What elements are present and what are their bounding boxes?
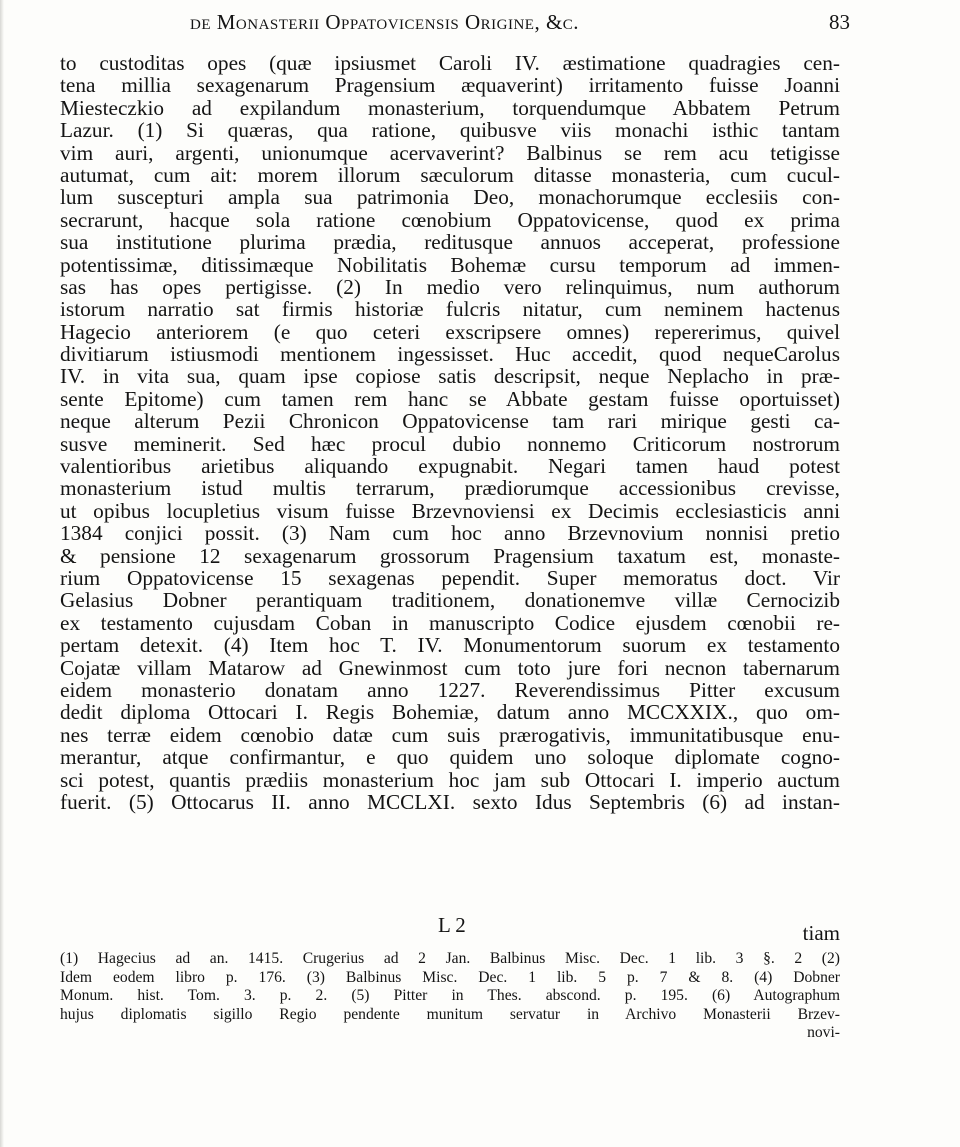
text-line: & pensione 12 sexagenarum grossorum Pragensium taxatum est, monaste- bbox=[60, 543, 840, 568]
text-line: fuerit. (5) Ottocarus II. anno MCCLXI. sexto Idus Septembris (6) ad instan- bbox=[60, 789, 840, 814]
text-line: susve meminerit. Sed hæc procul dubio nonnemo Criticorum nostrorum bbox=[60, 431, 840, 456]
text-line: secrarunt, hacque sola ratione cœnobium Oppatovicense, quod ex prima bbox=[60, 207, 840, 232]
text-line: eidem monasterio donatam anno 1227. Reverendissimus Pitter excusum bbox=[60, 677, 840, 702]
text-line: divitiarum istiusmodi mentionem ingessisset. Huc accedit, quod nequeCarolus bbox=[60, 342, 840, 367]
footnotes bbox=[60, 950, 840, 1043]
signature-mark: L 2 bbox=[438, 913, 466, 937]
text-line: ut opibus locupletius visum fuisse Brzevnoviensi ex Decimis ecclesiasticis anni bbox=[60, 498, 840, 523]
running-title: de Monasterii Oppatovicensis Origine, &c. bbox=[190, 10, 580, 34]
text-line: nes terræ eidem cœnobio datæ cum suis prærogativis, immunitatibusque enu- bbox=[60, 722, 840, 747]
catchword: tiam bbox=[802, 921, 840, 945]
text-line: sci potest, quantis prædiis monasterium hoc jam sub Ottocari I. imperio auctum bbox=[60, 767, 840, 792]
page-number: 83 bbox=[829, 10, 850, 34]
text-line: valentioribus arietibus aliquando expugnabit. Negari tamen haud potest bbox=[60, 454, 840, 479]
text-line: merantur, atque confirmantur, e quo quidem uno soloque diplomate cogno- bbox=[60, 745, 840, 770]
footnote-line: hujus diplomatis sigillo Regio pendente munitum servatur in Archivo Monasterii Brzev- bbox=[60, 1005, 840, 1023]
text-line: lum suscepturi ampla sua patrimonia Deo, monachorumque ecclesiis con- bbox=[60, 185, 840, 210]
text-line: IV. in vita sua, quam ipse copiose satis descripsit, neque Neplacho in præ- bbox=[60, 364, 840, 389]
body-text bbox=[60, 52, 840, 813]
footnote-line: (1) Hagecius ad an. 1415. Crugerius ad 2 Jan. Balbinus Misc. Dec. 1 lib. 3 §. 2 (2) bbox=[60, 950, 840, 967]
footnote-line: Monum. hist. Tom. 3. p. 2. (5) Pitter in Thes. abscond. p. 195. (6) Autographum bbox=[60, 987, 840, 1004]
text-line: sas has opes pertigisse. (2) In medio vero relinquimus, num authorum bbox=[60, 274, 840, 299]
footnote-line: Idem eodem libro p. 176. (3) Balbinus Misc. Dec. 1 lib. 5 p. 7 & 8. (4) Dobner bbox=[60, 968, 840, 986]
text-line: to custoditas opes (quæ ipsiusmet Caroli IV. æstimatione quadragies cen- bbox=[60, 51, 840, 75]
text-line: sua institutione plurima prædia, reditusque annuos acceperat, professione bbox=[60, 230, 840, 255]
text-line: potentissimæ, ditissimæque Nobilitatis Bohemæ cursu temporum ad immen- bbox=[60, 252, 840, 277]
text-line: sente Epitome) cum tamen rem hanc se Abbate gestam fuisse oportuisset) bbox=[60, 386, 840, 411]
text-line: Lazur. (1) Si quæras, qua ratione, quibusve viis monachi isthic tantam bbox=[60, 118, 840, 143]
text-line: 1384 conjici possit. (3) Nam cum hoc anno Brzevnovium nonnisi pretio bbox=[60, 521, 840, 546]
text-line: Gelasius Dobner perantiquam traditionem, donationemve villæ Cernocizib bbox=[60, 588, 840, 613]
text-line: Cojatæ villam Matarow ad Gnewinmost cum toto jure fori necnon tabernarum bbox=[60, 655, 840, 680]
text-line: Hagecio anteriorem (e quo ceteri exscripsere omnes) repererimus, quivel bbox=[60, 319, 840, 344]
page-header bbox=[190, 6, 850, 36]
text-line: dedit diploma Ottocari I. Regis Bohemiæ, datum anno MCCXXIX., quo om- bbox=[60, 700, 840, 725]
text-line: rium Oppatovicense 15 sexagenas pependit. Super memoratus doct. Vir bbox=[60, 565, 840, 590]
text-line: autumat, cum ait: morem illorum sæculorum ditasse monasteria, cum cucul- bbox=[60, 162, 840, 187]
text-line: pertam detexit. (4) Item hoc T. IV. Monumentorum suorum ex testamento bbox=[60, 633, 840, 658]
text-line: vim auri, argenti, unionumque acervaverint? Balbinus se rem acu tetigisse bbox=[60, 140, 840, 165]
page-edge-shadow bbox=[0, 0, 4, 1147]
footnote-line: novi- bbox=[807, 1024, 840, 1041]
text-line: Miesteczkio ad expilandum monasterium, torquendumque Abbatem Petrum bbox=[60, 95, 840, 120]
text-line: istorum narratio sat firmis historiæ fulcris nitatur, cum neminem hactenus bbox=[60, 297, 840, 322]
signature-row bbox=[60, 913, 840, 945]
text-line: neque alterum Pezii Chronicon Oppatovicense tam rari mirique gesti ca- bbox=[60, 409, 840, 434]
text-line: tena millia sexagenarum Pragensium æquaverint) irritamento fuisse Joanni bbox=[60, 73, 840, 98]
text-line: monasterium istud multis terrarum, prædiorumque accessionibus crevisse, bbox=[60, 476, 840, 501]
text-line: ex testamento cujusdam Coban in manuscripto Codice ejusdem cœnobii re- bbox=[60, 610, 840, 635]
